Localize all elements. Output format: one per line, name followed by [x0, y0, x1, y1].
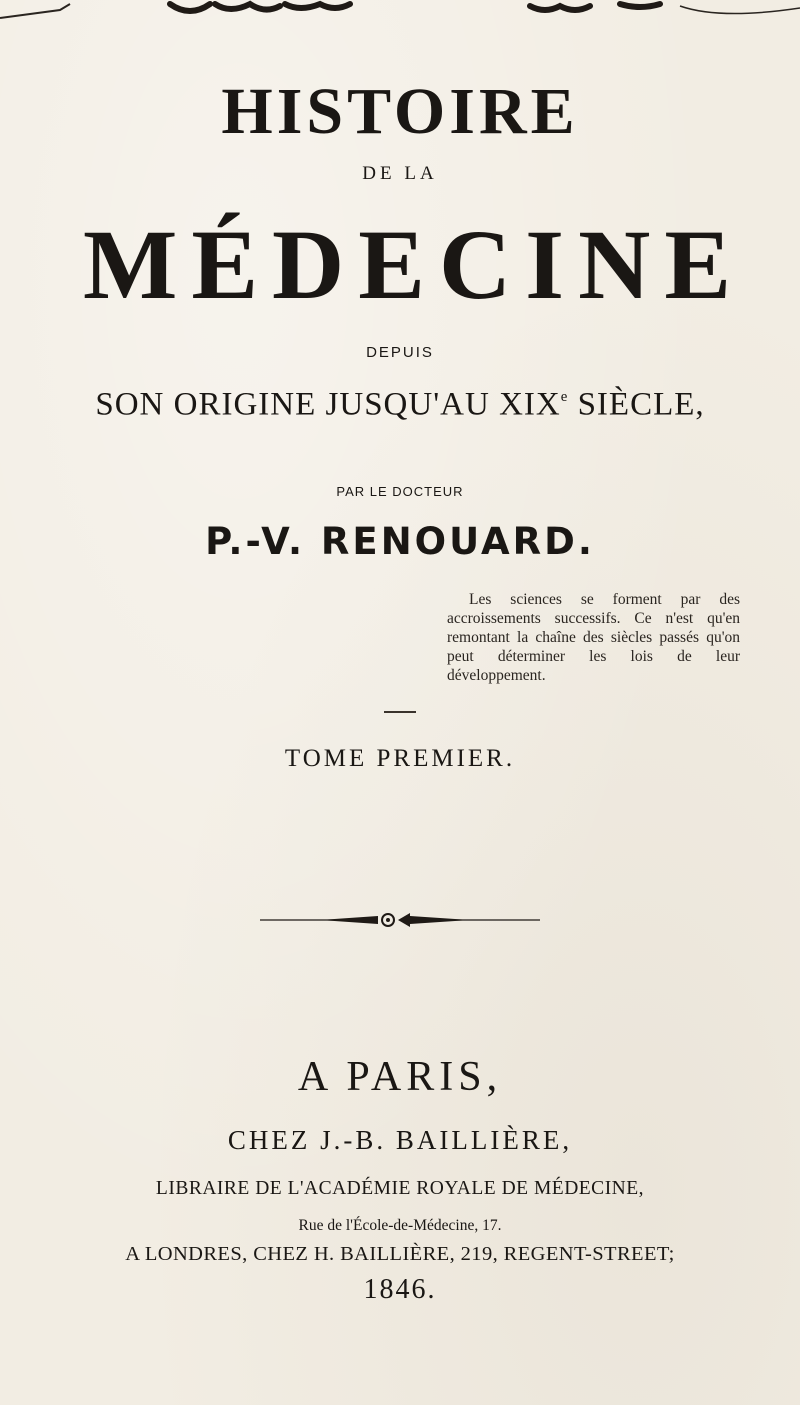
title-de-la: DE LA [362, 163, 438, 184]
title-medecine: MÉDECINE [82, 209, 746, 320]
imprint-address: Rue de l'École-de-Médecine, 17. [298, 1217, 502, 1234]
epigraph: Les sciences se forment par des accroissements successifs. Ce n'est qu'en remontant la chaîne des siècles passés qu'on peut déterminer les lois de leur développement. [447, 591, 740, 684]
ornamental-divider [260, 905, 540, 935]
author-name: P.-V. RENOUARD. [205, 520, 595, 563]
subtitle-text: SON ORIGINE JUSQU'AU XIX [95, 386, 561, 423]
subtitle-end: SIÈCLE, [568, 386, 705, 423]
volume-label: TOME PREMIER. [284, 745, 516, 772]
imprint-title: LIBRAIRE DE L'ACADÉMIE ROYALE DE MÉDECINE, [155, 1178, 645, 1199]
imprint-publisher: CHEZ J.-B. BAILLIÈRE, [227, 1125, 573, 1155]
subtitle-superscript: e [560, 389, 569, 405]
title-histoire: HISTOIRE [221, 75, 579, 148]
divider-rule [384, 711, 416, 713]
imprint-city: A PARIS, [297, 1054, 503, 1100]
subtitle-line [0, 375, 800, 426]
author-prefix: PAR LE DOCTEUR [336, 484, 464, 499]
imprint-london: A LONDRES, CHEZ H. BAILLIÈRE, 219, REGENT-STREET; [125, 1243, 675, 1265]
top-decorative-border [0, 0, 800, 22]
subtitle-depuis: DEPUIS [366, 344, 434, 361]
imprint-year: 1846. [363, 1274, 437, 1305]
